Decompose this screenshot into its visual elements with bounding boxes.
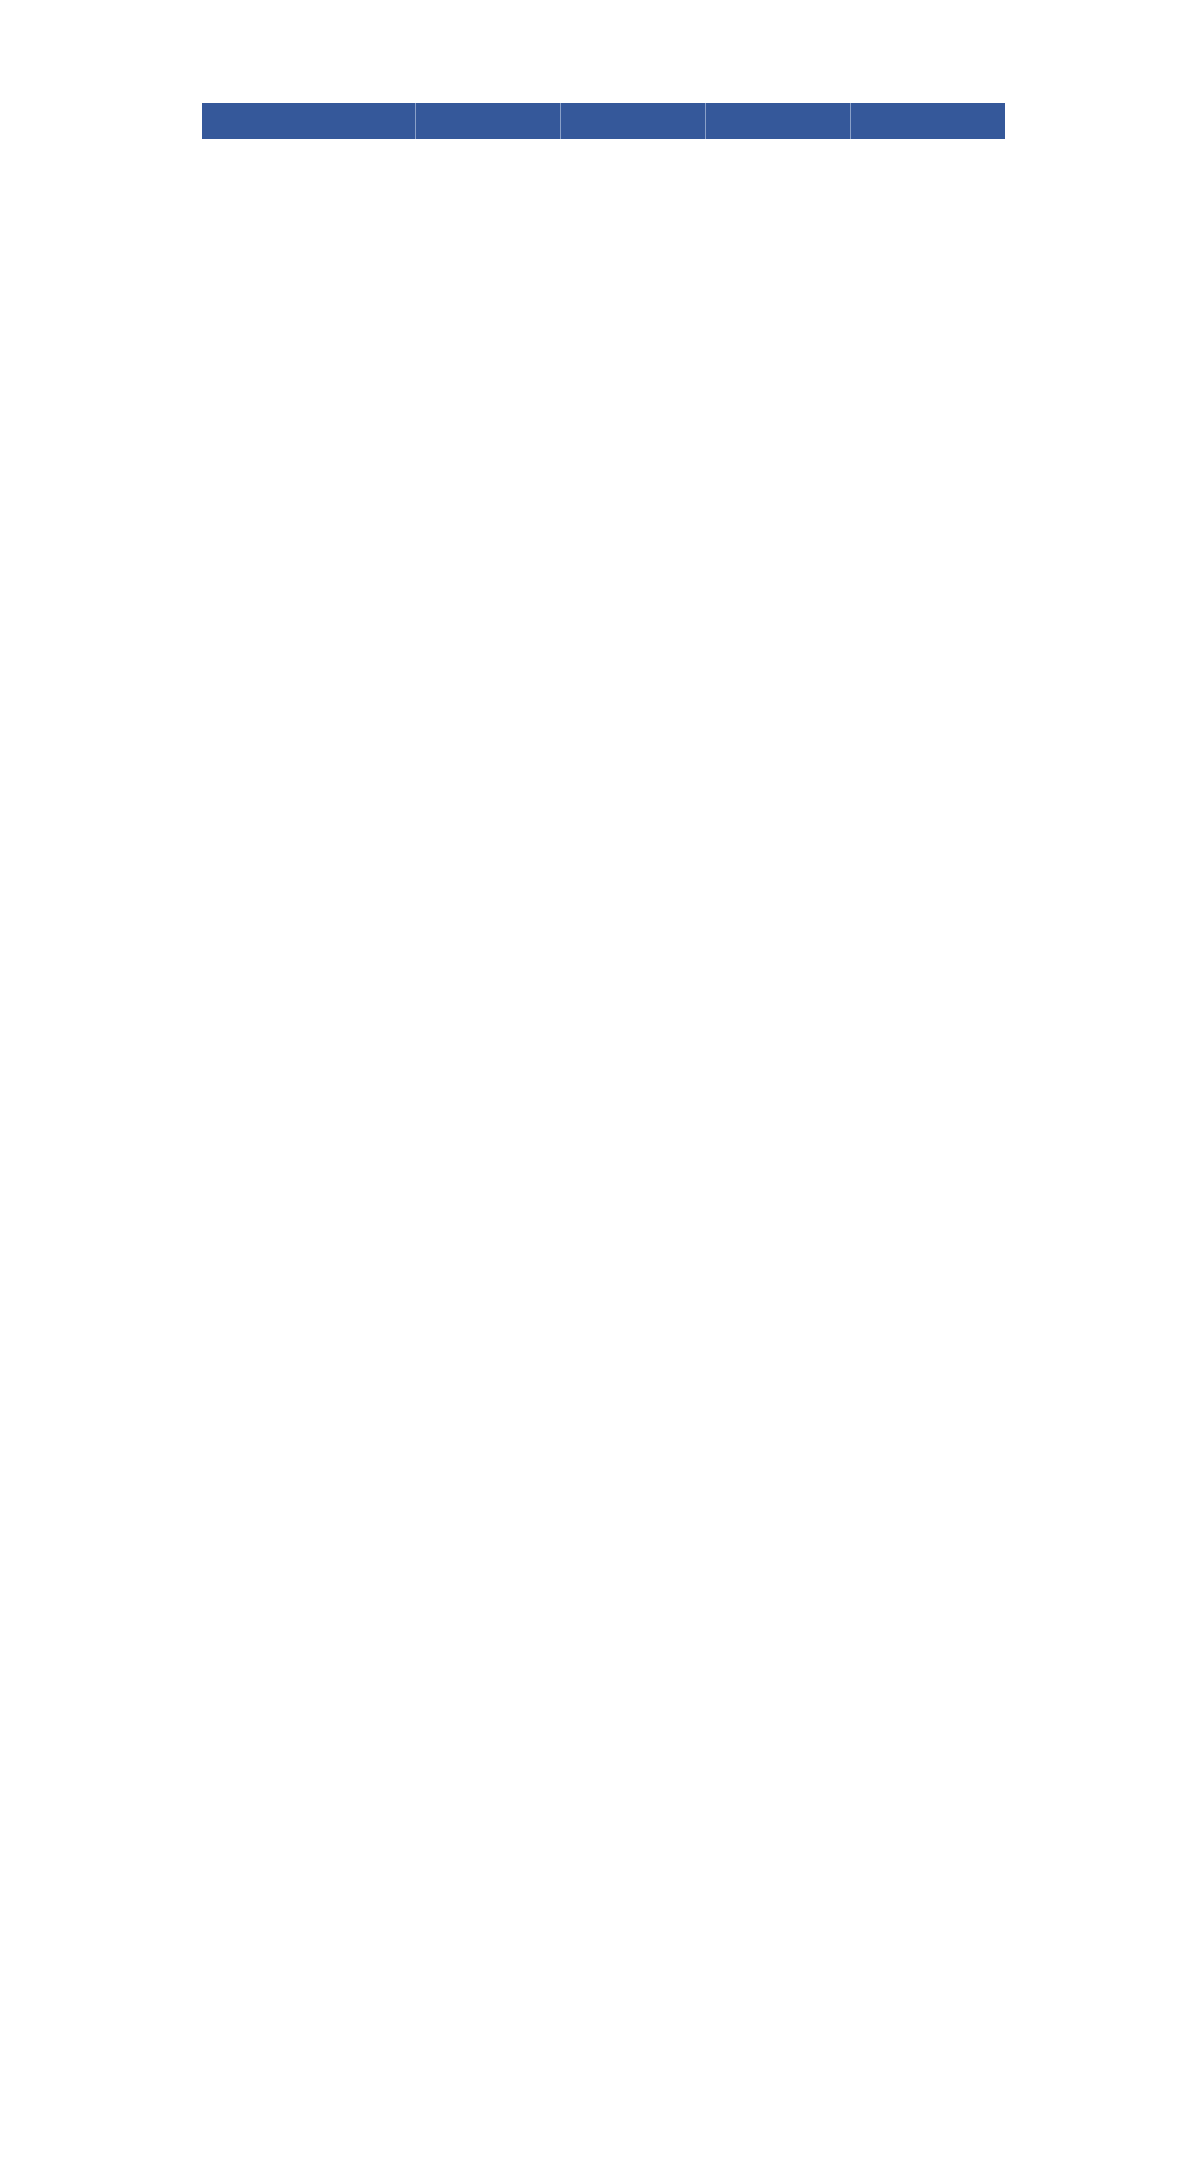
header-name-spacer: [202, 103, 415, 139]
header-col-election-support: [560, 103, 705, 139]
header-col-ordinance: [705, 103, 850, 139]
region-selector: [202, 30, 1005, 183]
table-header: [202, 103, 1005, 139]
header-col-meeting: [850, 103, 995, 139]
section-title: [202, 55, 1005, 85]
header-col-donation: [415, 103, 560, 139]
governor-row: [202, 139, 1005, 183]
